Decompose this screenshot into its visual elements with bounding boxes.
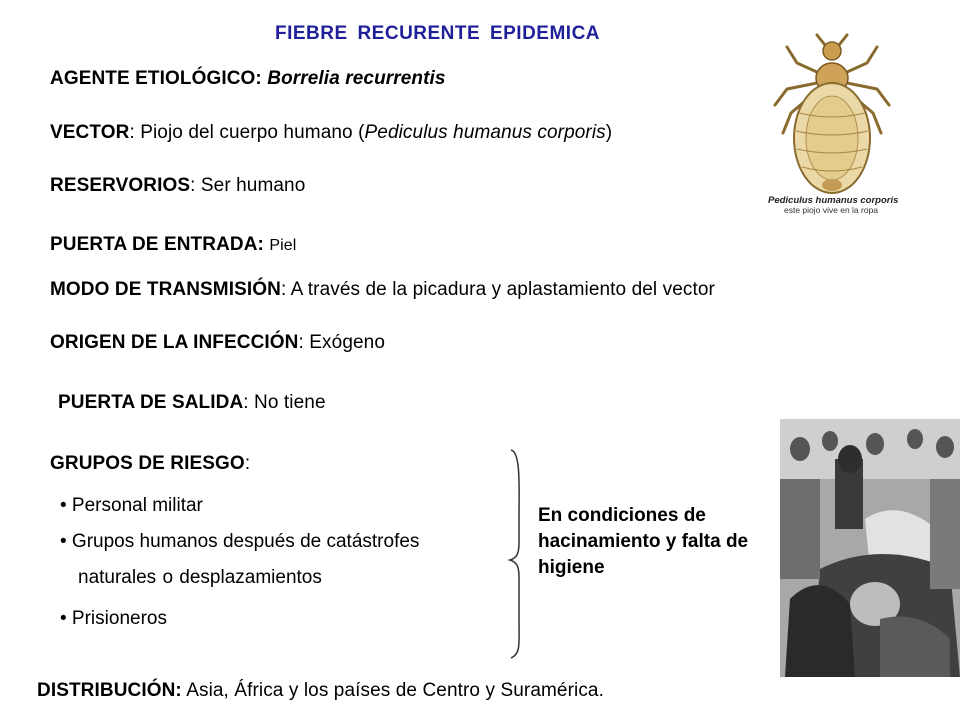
distribution-line [37,680,604,702]
vector-line [50,122,612,144]
distribution-value: Asia, África y los países de Centro y Suramérica. [181,680,604,701]
risk-label: GRUPOS DE RIESGO [50,453,245,474]
risk-heading [50,453,250,475]
louse-icon [757,33,907,198]
vector-species: Pediculus humanus corporis [364,122,606,143]
distribution-label: DISTRIBUCIÓN: [37,680,182,701]
vector-suffix: ) [605,122,613,143]
crowd-photo [780,419,960,677]
risk-item-groups: • Grupos humanos después de catástrofes [60,531,420,552]
exit-value: : No tiene [243,392,326,413]
crowd-photo-image [780,419,960,677]
risk-item-prisoners: • Prisioneros [60,608,167,629]
vector-prefix: : Piojo del cuerpo humano ( [129,122,365,143]
exit-label: PUERTA DE SALIDA [58,392,244,413]
entry-label: PUERTA DE ENTRADA: [50,234,264,255]
origin-line [50,332,385,354]
origin-value: : Exógeno [298,332,385,353]
transmission-line [50,279,715,301]
risk-note: En condiciones de hacinamiento y falta de higiene [538,505,749,578]
louse-caption: Pediculus humanus corporis [768,195,899,206]
louse-image [757,33,907,218]
reservoirs-line [50,175,305,197]
page-title: FIEBRE RECURENTE EPIDEMICA [275,23,601,44]
agent-line [50,68,446,90]
risk-item-military: • Personal militar [60,495,203,516]
louse-subcaption: este piojo vive en la ropa [784,205,879,215]
entry-value: Piel [269,237,297,254]
brace [506,448,530,660]
risk-colon: : [244,453,251,474]
origin-label: ORIGEN DE LA INFECCIÓN [50,332,299,353]
transmission-label: MODO DE TRANSMISIÓN [50,279,281,300]
reservoirs-value: : Ser humano [190,175,306,196]
exit-line [58,392,326,414]
vector-label: VECTOR [50,122,130,143]
agent-label: AGENTE ETIOLÓGICO: [50,68,262,89]
agent-value: Borrelia recurrentis [267,68,446,89]
entry-line [50,234,296,256]
risk-item-groups-cont: naturales o desplazamientos [78,567,322,588]
reservoirs-label: RESERVORIOS [50,175,191,196]
transmission-value: : A través de la picadura y aplastamiento del vector [280,279,715,300]
